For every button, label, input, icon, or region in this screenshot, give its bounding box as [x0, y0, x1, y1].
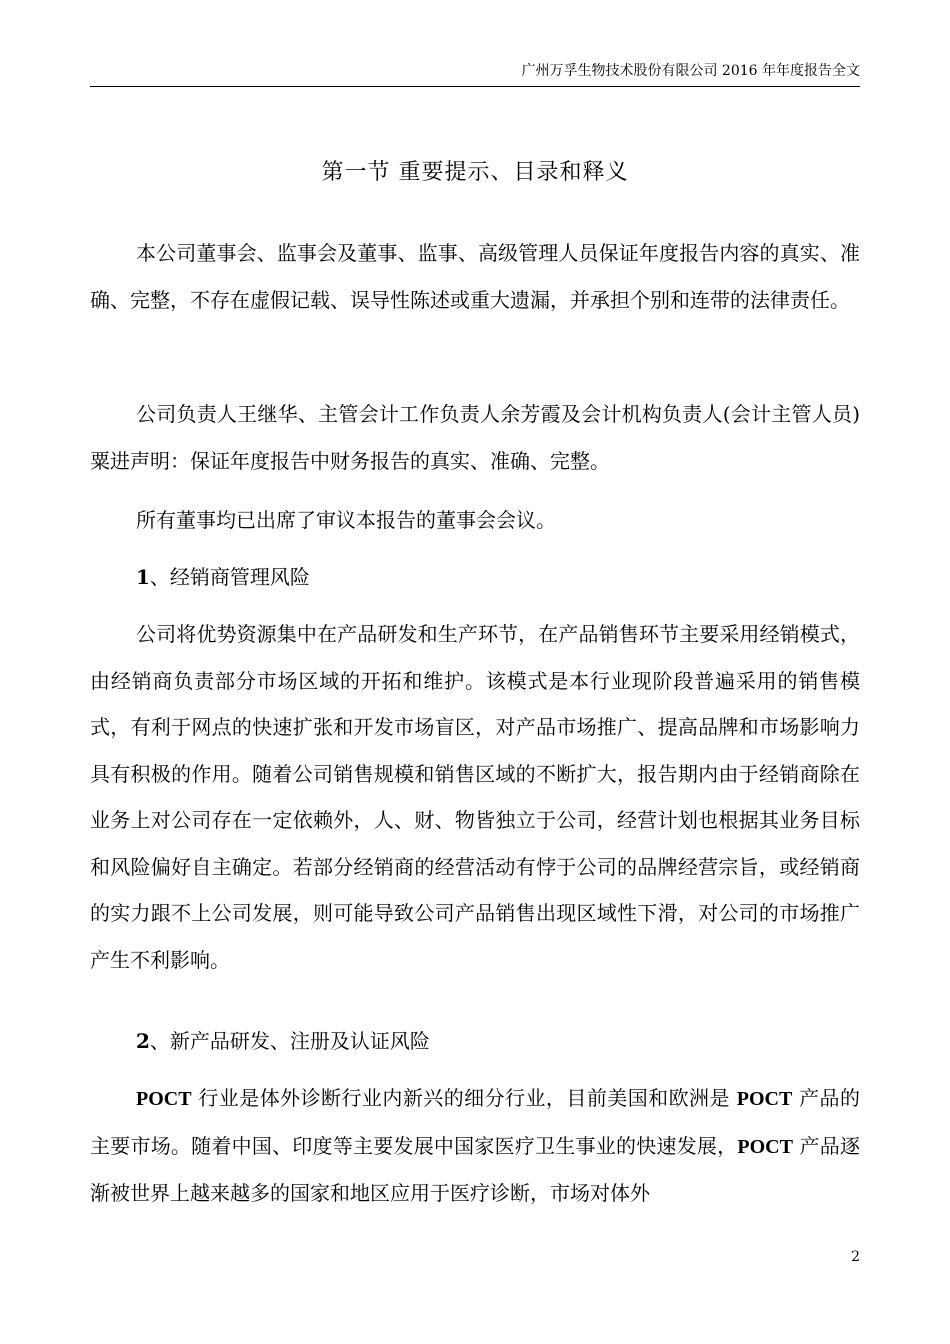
page-header: 广州万孚生物技术股份有限公司 2016 年年度报告全文	[521, 63, 860, 79]
term-poct: POCT	[736, 1088, 793, 1110]
risk-heading-text: 、经销商管理风险	[149, 565, 310, 589]
paragraph-responsible-persons: 公司负责人王继华、主管会计工作负责人余芳霞及会计机构负责人(会计主管人员)粟进声明：保证年度报告中财务报告的真实、准确、完整。	[90, 402, 860, 473]
risk-heading-number: 2	[136, 1029, 150, 1053]
paragraph-text: 行业是体外诊断行业内新兴的细分行业，目前美国和欧洲是	[191, 1086, 737, 1110]
risk-heading-distributor	[90, 554, 860, 601]
risk-heading-new-product	[90, 1018, 860, 1065]
header-divider	[90, 86, 860, 87]
term-poct: POCT	[136, 1088, 192, 1110]
paragraph-text: 产品的主要市场。随着中国、印度等主要发展中国家医疗卫生事业的快速发展，	[90, 1086, 861, 1158]
paragraph-text: 产品逐渐被世界上越来越多的国家和地区应用于医疗诊断，市场对体外	[90, 1133, 861, 1205]
risk-heading-number: 1	[136, 565, 150, 589]
paragraph-poct-industry	[90, 1075, 860, 1217]
term-poct: POCT	[737, 1135, 793, 1158]
section-title: 第一节 重要提示、目录和释义	[321, 160, 629, 185]
paragraph-distributor-risk: 公司将优势资源集中在产品研发和生产环节，在产品销售环节主要采用经销模式，由经销商负责部分市场区域的开拓和维护。该模式是本行业现阶段普遍采用的销售模式，有利于网点的快速扩张和开发市场盲区，对产品市场推广、提高品牌和市场影响力具有积极的作用。随着公司销售规模和销售区域的不断扩大，报告期内由于经销商除在业务上对公司存在一定依赖外，人、财、物皆独立于公司，经营计划也根据其业务目标和风险偏好自主确定。若部分经销商的经营活动有悖于公司的品牌经营宗旨，或经销商的实力跟不上公司发展，则可能导致公司产品销售出现区域性下滑，对公司的市场推广产生不利影响。	[90, 622, 860, 972]
page-number: 2	[851, 1249, 860, 1265]
paragraph-board-statement: 本公司董事会、监事会及董事、监事、高级管理人员保证年度报告内容的真实、准确、完整，不存在虚假记载、误导性陈述或重大遗漏，并承担个别和连带的法律责任。	[90, 241, 860, 312]
paragraph-directors-attendance: 所有董事均已出席了审议本报告的董事会会议。	[136, 508, 556, 532]
risk-heading-text: 、新产品研发、注册及认证风险	[149, 1029, 430, 1053]
